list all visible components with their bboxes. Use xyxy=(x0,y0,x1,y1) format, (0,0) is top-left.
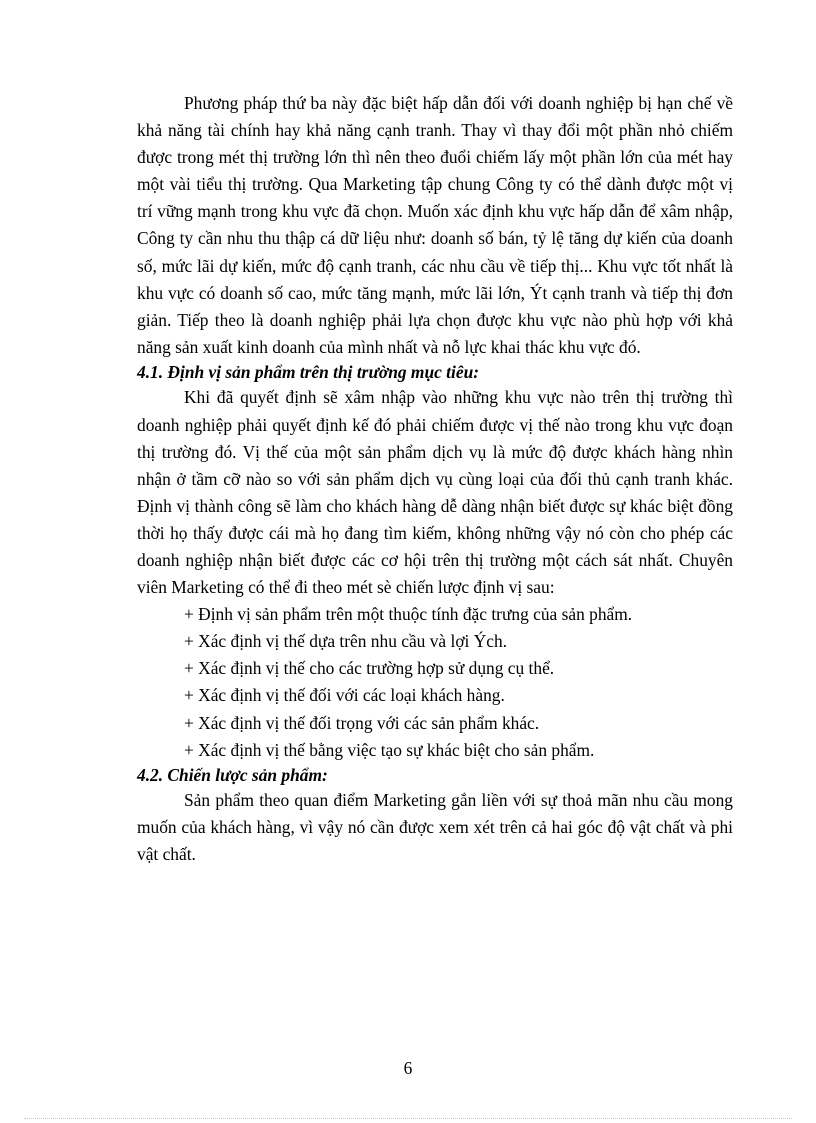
page-number: 6 xyxy=(403,1058,413,1078)
list-item: + Định vị sản phẩm trên một thuộc tính đặc trưng của sản phẩm. xyxy=(184,604,633,625)
list-item: + Xác định vị thế bằng việc tạo sự khác biệt cho sản phẩm. xyxy=(184,739,595,760)
list-item: + Xác định vị thế đối với các loại khách hàng. xyxy=(184,685,505,706)
paragraph-positioning: Khi đã quyết định sẽ xâm nhập vào những khu vực nào trên thị trường thì doanh nghiệp phải quyết định kế đó phải chiếm được vị thế nào trong khu vực đoạn thị trường đó. Vị thế của một sản phẩm dịch vụ là mức độ được khách hàng nhìn nhận ở tầm cỡ nào so với sản phẩm dịch vụ cùng loại của đối thủ cạnh tranh khác. Định vị thành công sẽ làm cho khách hàng dễ dàng nhận biết được sự khác biệt đồng thời họ thấy được cái mà họ đang tìm kiếm, không những vậy nó còn cho phép các doanh nghiệp nhận biết được các cơ hội trên thị trường một cách sát nhất. Chuyên viên Marketing có thể đi theo mét sè chiến lược định vị sau: xyxy=(137,387,733,598)
section-heading-4-1: 4.1. Định vị sản phẩm trên thị trường mục tiêu: xyxy=(137,361,480,382)
positioning-strategy-list xyxy=(137,601,733,764)
paragraph-product-strategy: Sản phẩm theo quan điểm Marketing gắn liền với sự thoả mãn nhu cầu mong muốn của khách hàng, vì vậy nó cần được xem xét trên cả hai góc độ vật chất và phi vật chất. xyxy=(137,790,733,865)
paragraph-targeted-marketing: Phương pháp thứ ba này đặc biệt hấp dẫn đối với doanh nghiệp bị hạn chế về khả năng tài chính hay khả năng cạnh tranh. Thay vì thay đổi một phần nhỏ chiếm được trong mét thị trường lớn thì nên theo đuổi chiếm lấy một phần lớn của mét hay một vài tiểu thị trường. Qua Marketing tập chung Công ty có thể dành được một vị trí vững mạnh trong khu vực đã chọn. Muốn xác định khu vực hấp dẫn để xâm nhập, Công ty cần nhu thu thập cá dữ liệu như: doanh số bán, tỷ lệ tăng dự kiến của doanh số, mức lãi dự kiến, mức độ cạnh tranh, các nhu cầu về tiếp thị... Khu vực tốt nhất là khu vực có doanh số cao, mức tăng mạnh, mức lãi lớn, Ýt cạnh tranh và tiếp thị đơn giản. Tiếp theo là doanh nghiệp phải lựa chọn được khu vực nào phù hợp với khả năng sản xuất kinh doanh của mình nhất và nỗ lực khai thác khu vực đó. xyxy=(137,93,733,357)
list-item: + Xác định vị thế dựa trên nhu cầu và lợi Ých. xyxy=(184,631,508,652)
document-body xyxy=(137,90,733,869)
page-bottom-border xyxy=(24,1118,792,1119)
list-item: + Xác định vị thế cho các trường hợp sử dụng cụ thể. xyxy=(184,658,555,679)
list-item: + Xác định vị thế đối trọng với các sản phẩm khác. xyxy=(184,712,540,733)
section-heading-4-2: 4.2. Chiến lược sản phẩm: xyxy=(137,764,328,785)
